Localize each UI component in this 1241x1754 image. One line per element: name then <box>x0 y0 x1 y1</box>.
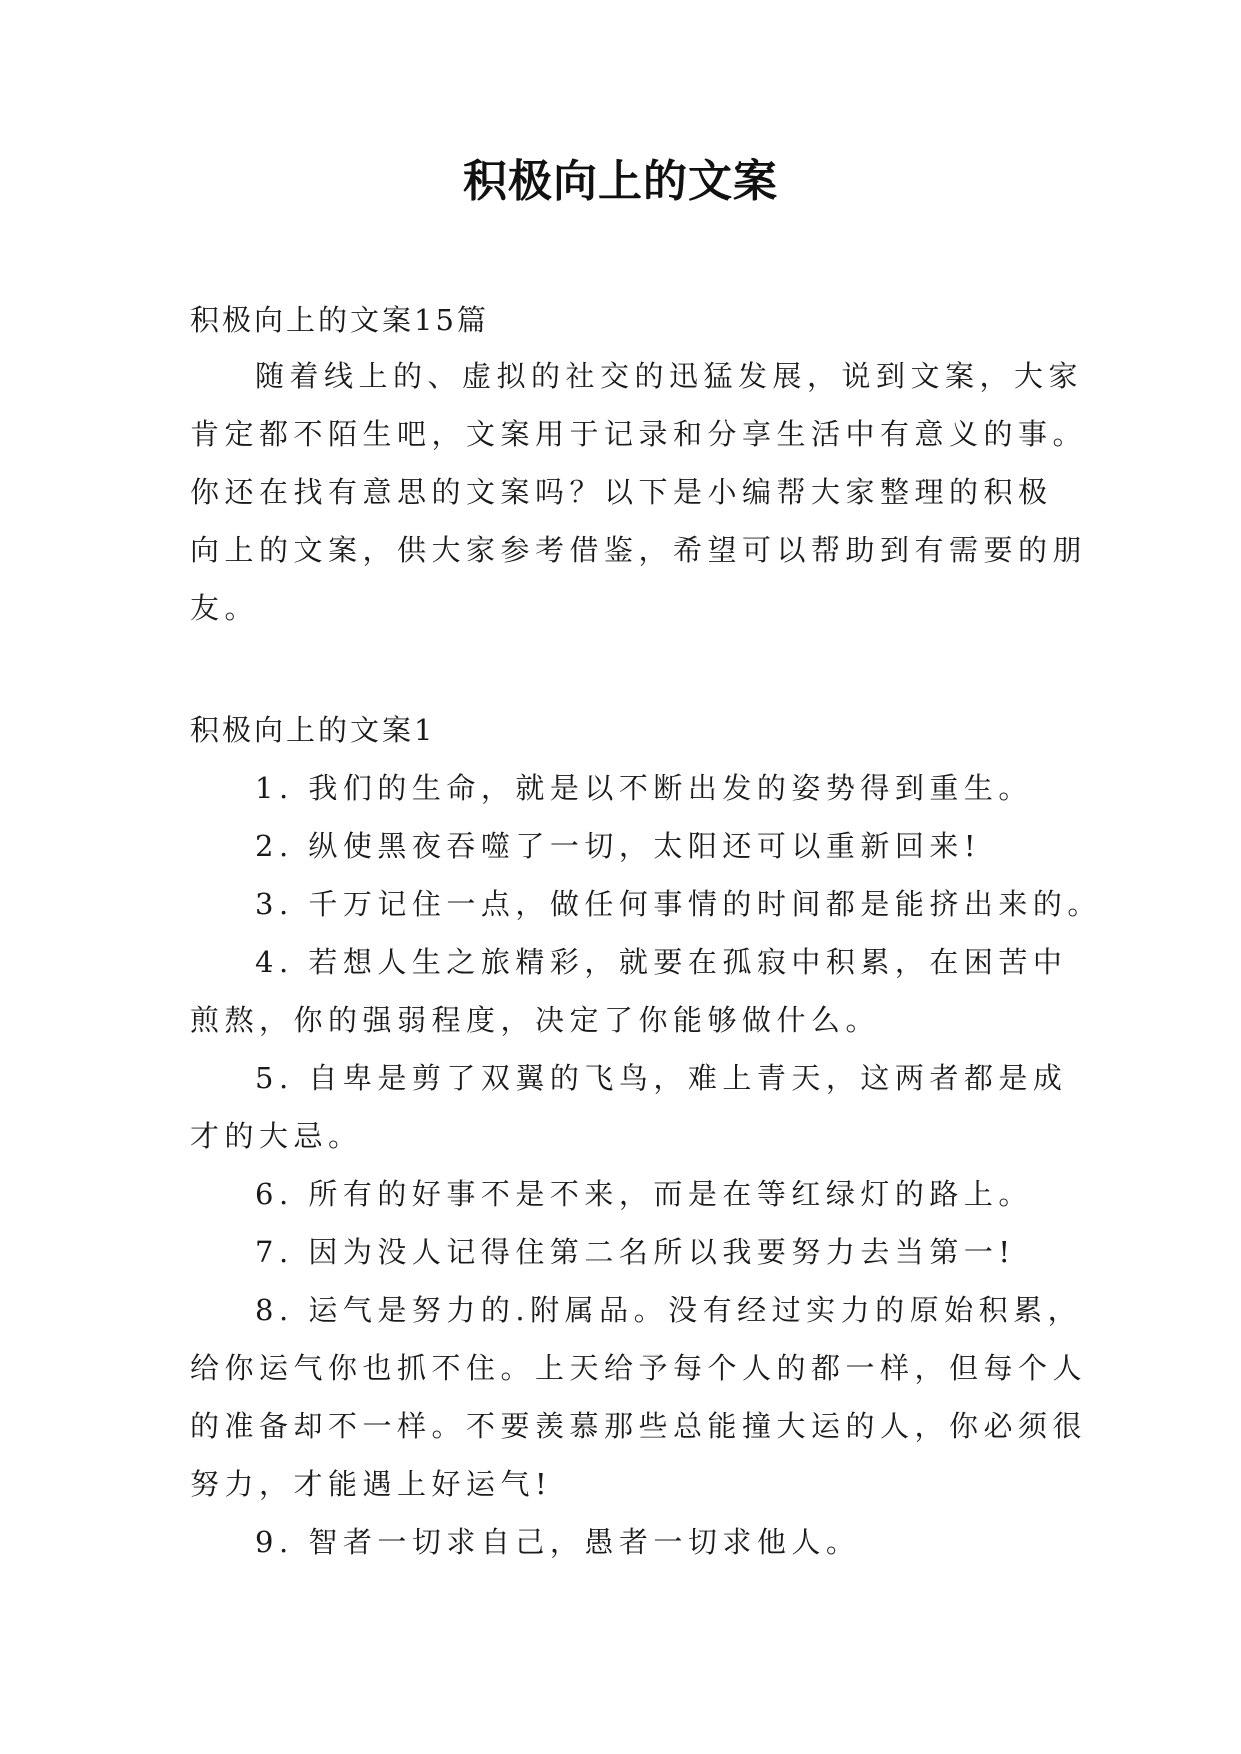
list-item-line: 7. 因为没人记得住第二名所以我要努力去当第一! <box>255 1235 1016 1269</box>
list-item-line: 给你运气你也抓不住。上天给予每个人的都一样，但每个人 <box>190 1351 1088 1385</box>
list-item-line: 8. 运气是努力的.附属品。没有经过实力的原始积累， <box>255 1293 1083 1327</box>
document-title: 积极向上的文案 <box>463 156 778 207</box>
list-item-line: 9. 智者一切求自己，愚者一切求他人。 <box>255 1525 861 1559</box>
subtitle: 积极向上的文案15篇 <box>190 303 489 337</box>
intro-line: 肯定都不陌生吧，文案用于记录和分享生活中有意义的事。 <box>190 417 1088 451</box>
list-item-line: 4. 若想人生之旅精彩，就要在孤寂中积累，在困苦中 <box>255 945 1068 979</box>
list-item-line: 才的大忌。 <box>190 1119 363 1153</box>
section-heading: 积极向上的文案1 <box>190 713 436 747</box>
list-item-line: 3. 千万记住一点，做任何事情的时间都是能挤出来的。 <box>255 887 1102 921</box>
list-item-line: 煎熬，你的强弱程度，决定了你能够做什么。 <box>190 1003 881 1037</box>
intro-line: 你还在找有意思的文案吗？以下是小编帮大家整理的积极 <box>190 475 1053 509</box>
list-item-line: 5. 自卑是剪了双翼的飞鸟，难上青天，这两者都是成 <box>255 1061 1068 1095</box>
list-item-line: 6. 所有的好事不是不来，而是在等红绿灯的路上。 <box>255 1177 1033 1211</box>
list-item-line: 2. 纵使黑夜吞噬了一切，太阳还可以重新回来! <box>255 829 982 863</box>
list-item-line: 1. 我们的生命，就是以不断出发的姿势得到重生。 <box>255 771 1033 805</box>
list-item-line: 的准备却不一样。不要羡慕那些总能撞大运的人，你必须很 <box>190 1409 1088 1443</box>
intro-line: 随着线上的、虚拟的社交的迅猛发展，说到文案，大家 <box>255 359 1084 393</box>
intro-line: 友。 <box>190 591 260 625</box>
intro-line: 向上的文案，供大家参考借鉴，希望可以帮助到有需要的朋 <box>190 533 1088 567</box>
list-item-line: 努力，才能遇上好运气! <box>190 1467 553 1501</box>
